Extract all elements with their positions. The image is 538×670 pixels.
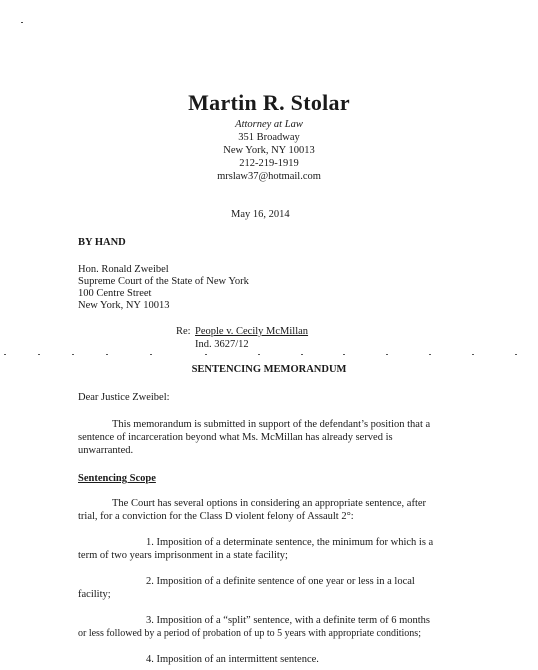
letter-date: May 16, 2014 [231,209,290,220]
option-3-line-1: 3. Imposition of a “split” sentence, with a definite term of 6 months [146,615,431,626]
intro-line-1: This memorandum is submitted in support of the defendant’s position that a [112,419,431,430]
option-2-line-1: 2. Imposition of a definite sentence of one year or less in a local [146,576,415,587]
option-1-line-1: 1. Imposition of a determinate sentence, the minimum for which is a [146,537,434,548]
option-1-line-2: term of two years imprisonment in a state facility; [78,550,288,561]
scope-line-1: The Court has several options in considering an appropriate sentence, after [112,498,427,509]
salutation: Dear Justice Zweibel: [78,392,170,403]
letterhead-city: New York, NY 10013 [223,145,315,156]
delivery-method: BY HAND [78,237,126,248]
intro-line-3: unwarranted. [78,445,134,456]
re-label: Re: [176,326,191,337]
option-3-line-2: or less followed by a period of probation of up to 5 years with appropriate conditions; [78,628,421,639]
re-case-name: People v. Cecily McMillan [195,326,309,337]
option-4-line-1: 4. Imposition of an intermittent sentence. [146,654,319,665]
recipient-line-4: New York, NY 10013 [78,300,170,311]
recipient-line-3: 100 Centre Street [78,288,152,299]
scan-artifact-line [0,354,538,356]
letterhead-email: mrslaw37@hotmail.com [217,171,321,182]
letterhead-name: Martin R. Stolar [188,90,350,115]
scan-speck [21,22,23,23]
option-2-line-2: facility; [78,589,111,600]
letterhead-phone: 212-219-1919 [239,158,299,169]
letterhead-title: Attorney at Law [235,119,303,130]
recipient-line-2: Supreme Court of the State of New York [78,276,249,287]
recipient-line-1: Hon. Ronald Zweibel [78,264,169,275]
scope-line-2: trial, for a conviction for the Class D violent felony of Assault 2°: [78,511,354,522]
section-heading: Sentencing Scope [78,473,156,484]
intro-line-2: sentence of incarceration beyond what Ms. McMillan has already served is [78,432,393,443]
memo-heading: SENTENCING MEMORANDUM [191,364,347,375]
letterhead-street: 351 Broadway [238,132,300,143]
re-indictment: Ind. 3627/12 [195,339,249,350]
